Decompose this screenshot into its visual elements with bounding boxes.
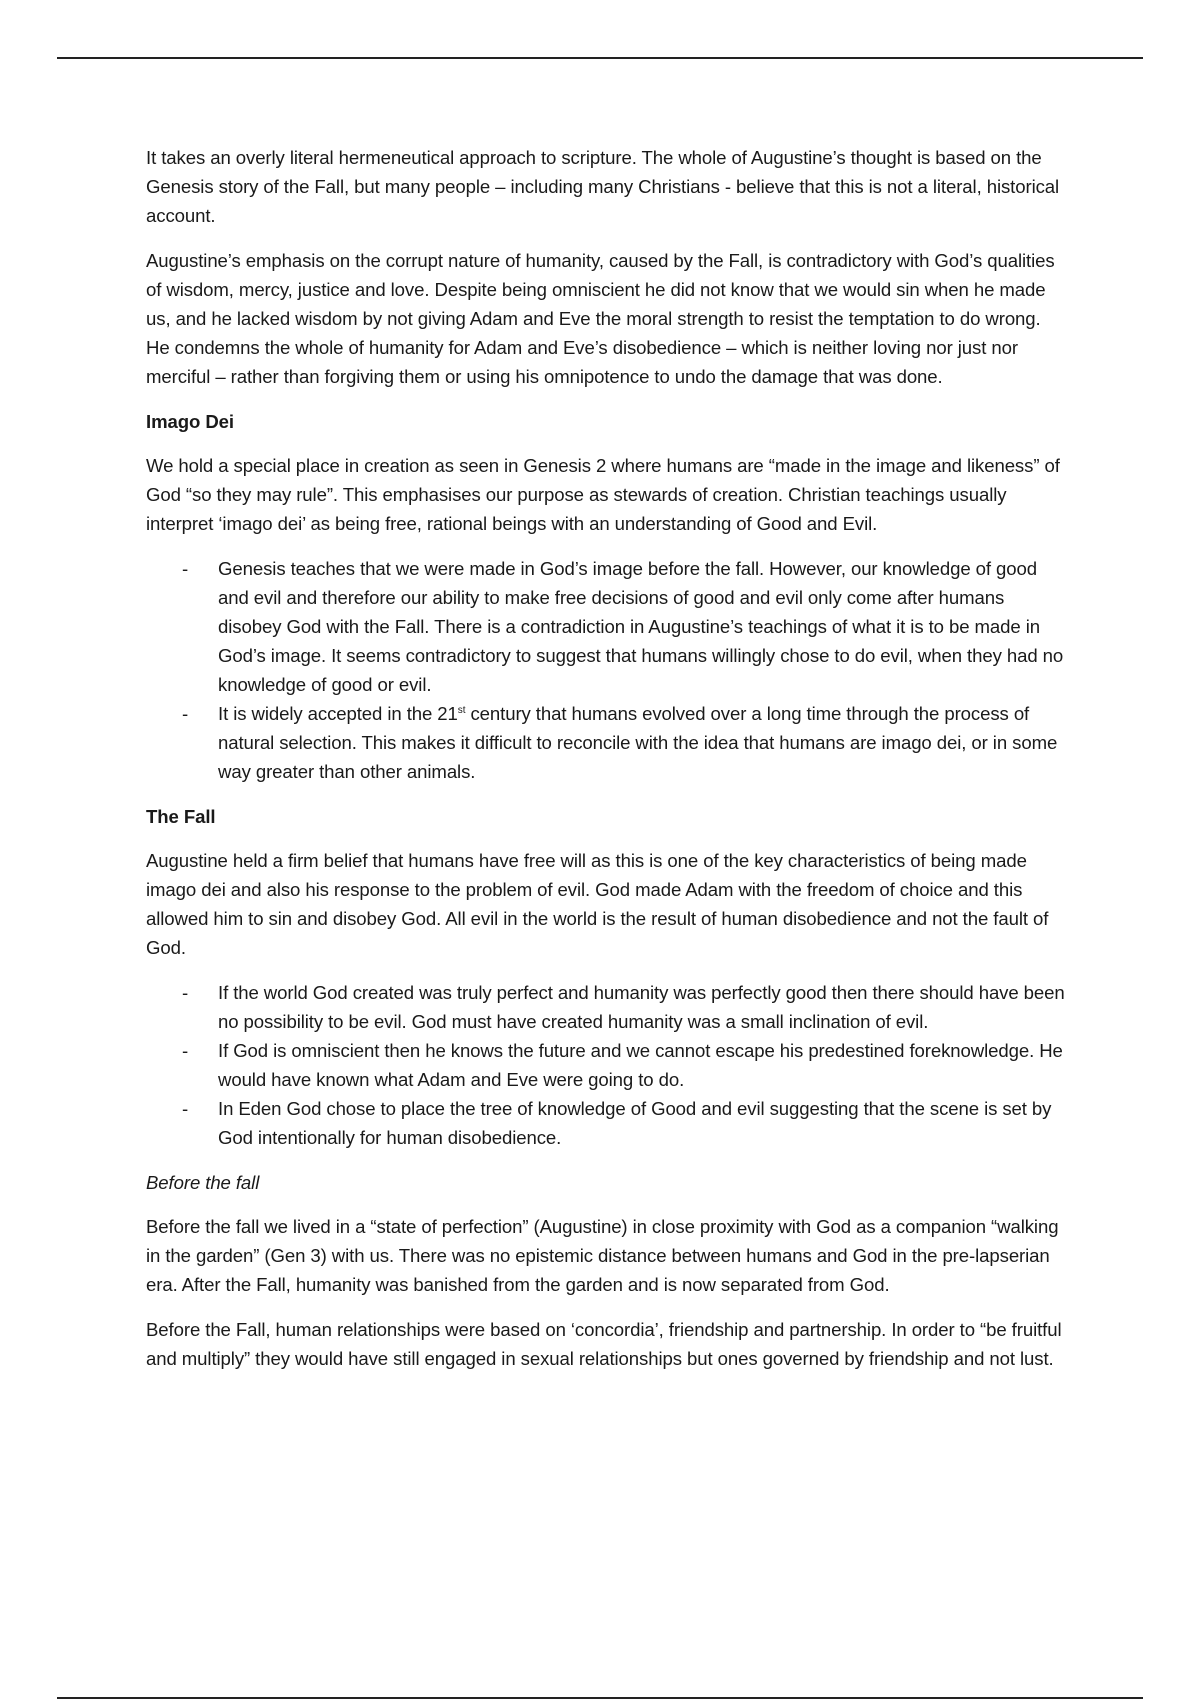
list-item-text: If God is omniscient then he knows the future and we cannot escape his predestined foreknowledge. He would have known what Adam and Eve were going to do. [218,1040,1063,1090]
dash-bullet: - [182,703,189,724]
paragraph-concordia: Before the Fall, human relationships were based on ‘concordia’, friendship and partnership. In order to “be fruitful and multiply” they would have still engaged in sexual relationships but ones governed by friendship and not lust. [146,1319,1062,1369]
imago-dei-list [146,554,1066,786]
paragraph-literal-approach: It takes an overly literal hermeneutical approach to scripture. The whole of Augustine’s thought is based on the Genesis story of the Fall, but many people – including many Christians - believe that this is not a literal, historical account. [146,147,1060,226]
dash-bullet: - [182,1040,189,1061]
paragraph-state-of-perfection: Before the fall we lived in a “state of perfection” (Augustine) in close proximity with God as a companion “walking in the garden” (Gen 3) with us. There was no epistemic distance between humans and God in the pre-lapserian era. After the Fall, humanity was banished from the garden and is now separated from God. [146,1216,1059,1295]
list-item-text-end: century that humans evolved over a long time through the process of natural selection. This makes it difficult to reconcile with the idea that humans are imago dei, or in some way greater than other animals. [218,703,1058,782]
list-item [146,1094,1066,1152]
list-item [146,554,1066,699]
heading-the-fall: The Fall [146,806,216,827]
list-item [146,699,1066,786]
dash-bullet: - [182,1098,189,1119]
list-item-text: Genesis teaches that we were made in God’s image before the fall. However, our knowledge of good and evil and therefore our ability to make free decisions of good and evil only come after humans disobey God with the Fall. There is a contradiction in Augustine’s teachings of what it is to be made in God’s image. It seems contradictory to suggest that humans willingly chose to do evil, when they had no knowledge of good or evil. [218,558,1064,695]
paragraph-the-fall-intro: Augustine held a firm belief that humans have free will as this is one of the key characteristics of being made imago dei and also his response to the problem of evil. God made Adam with the freedom of choice and this allowed him to sin and disobey God. All evil in the world is the result of human disobedience and not the fault of God. [146,850,1049,958]
ordinal-suffix: st [457,704,466,716]
dash-bullet: - [182,558,189,579]
list-item-text-start: It is widely accepted in the 21 [218,703,458,724]
list-item-text: If the world God created was truly perfect and humanity was perfectly good then there should have been no possibility to be evil. God must have created humanity was a small inclination of evil. [218,982,1065,1032]
dash-bullet: - [182,982,189,1003]
subheading-before-the-fall: Before the fall [146,1172,260,1193]
list-item-text: In Eden God chose to place the tree of knowledge of Good and evil suggesting that the scene is set by God intentionally for human disobedience. [218,1098,1052,1148]
paragraph-corrupt-nature: Augustine’s emphasis on the corrupt nature of humanity, caused by the Fall, is contradictory with God’s qualities of wisdom, mercy, justice and love. Despite being omniscient he did not know that we would sin when he made us, and he lacked wisdom by not giving Adam and Eve the moral strength to resist the temptation to do wrong. He condemns the whole of humanity for Adam and Eve’s disobedience – which is neither loving nor just nor merciful – rather than forgiving them or using his omnipotence to undo the damage that was done. [146,250,1055,387]
heading-imago-dei: Imago Dei [146,411,234,432]
document-body [146,143,1066,1389]
header-rule [57,57,1143,59]
the-fall-list [146,978,1066,1152]
footer-rule [57,1697,1143,1699]
list-item [146,1036,1066,1094]
list-item [146,978,1066,1036]
paragraph-imago-dei-intro: We hold a special place in creation as seen in Genesis 2 where humans are “made in the image and likeness” of God “so they may rule”. This emphasises our purpose as stewards of creation. Christian teachings usually interpret ‘imago dei’ as being free, rational beings with an understanding of Good and Evil. [146,455,1060,534]
